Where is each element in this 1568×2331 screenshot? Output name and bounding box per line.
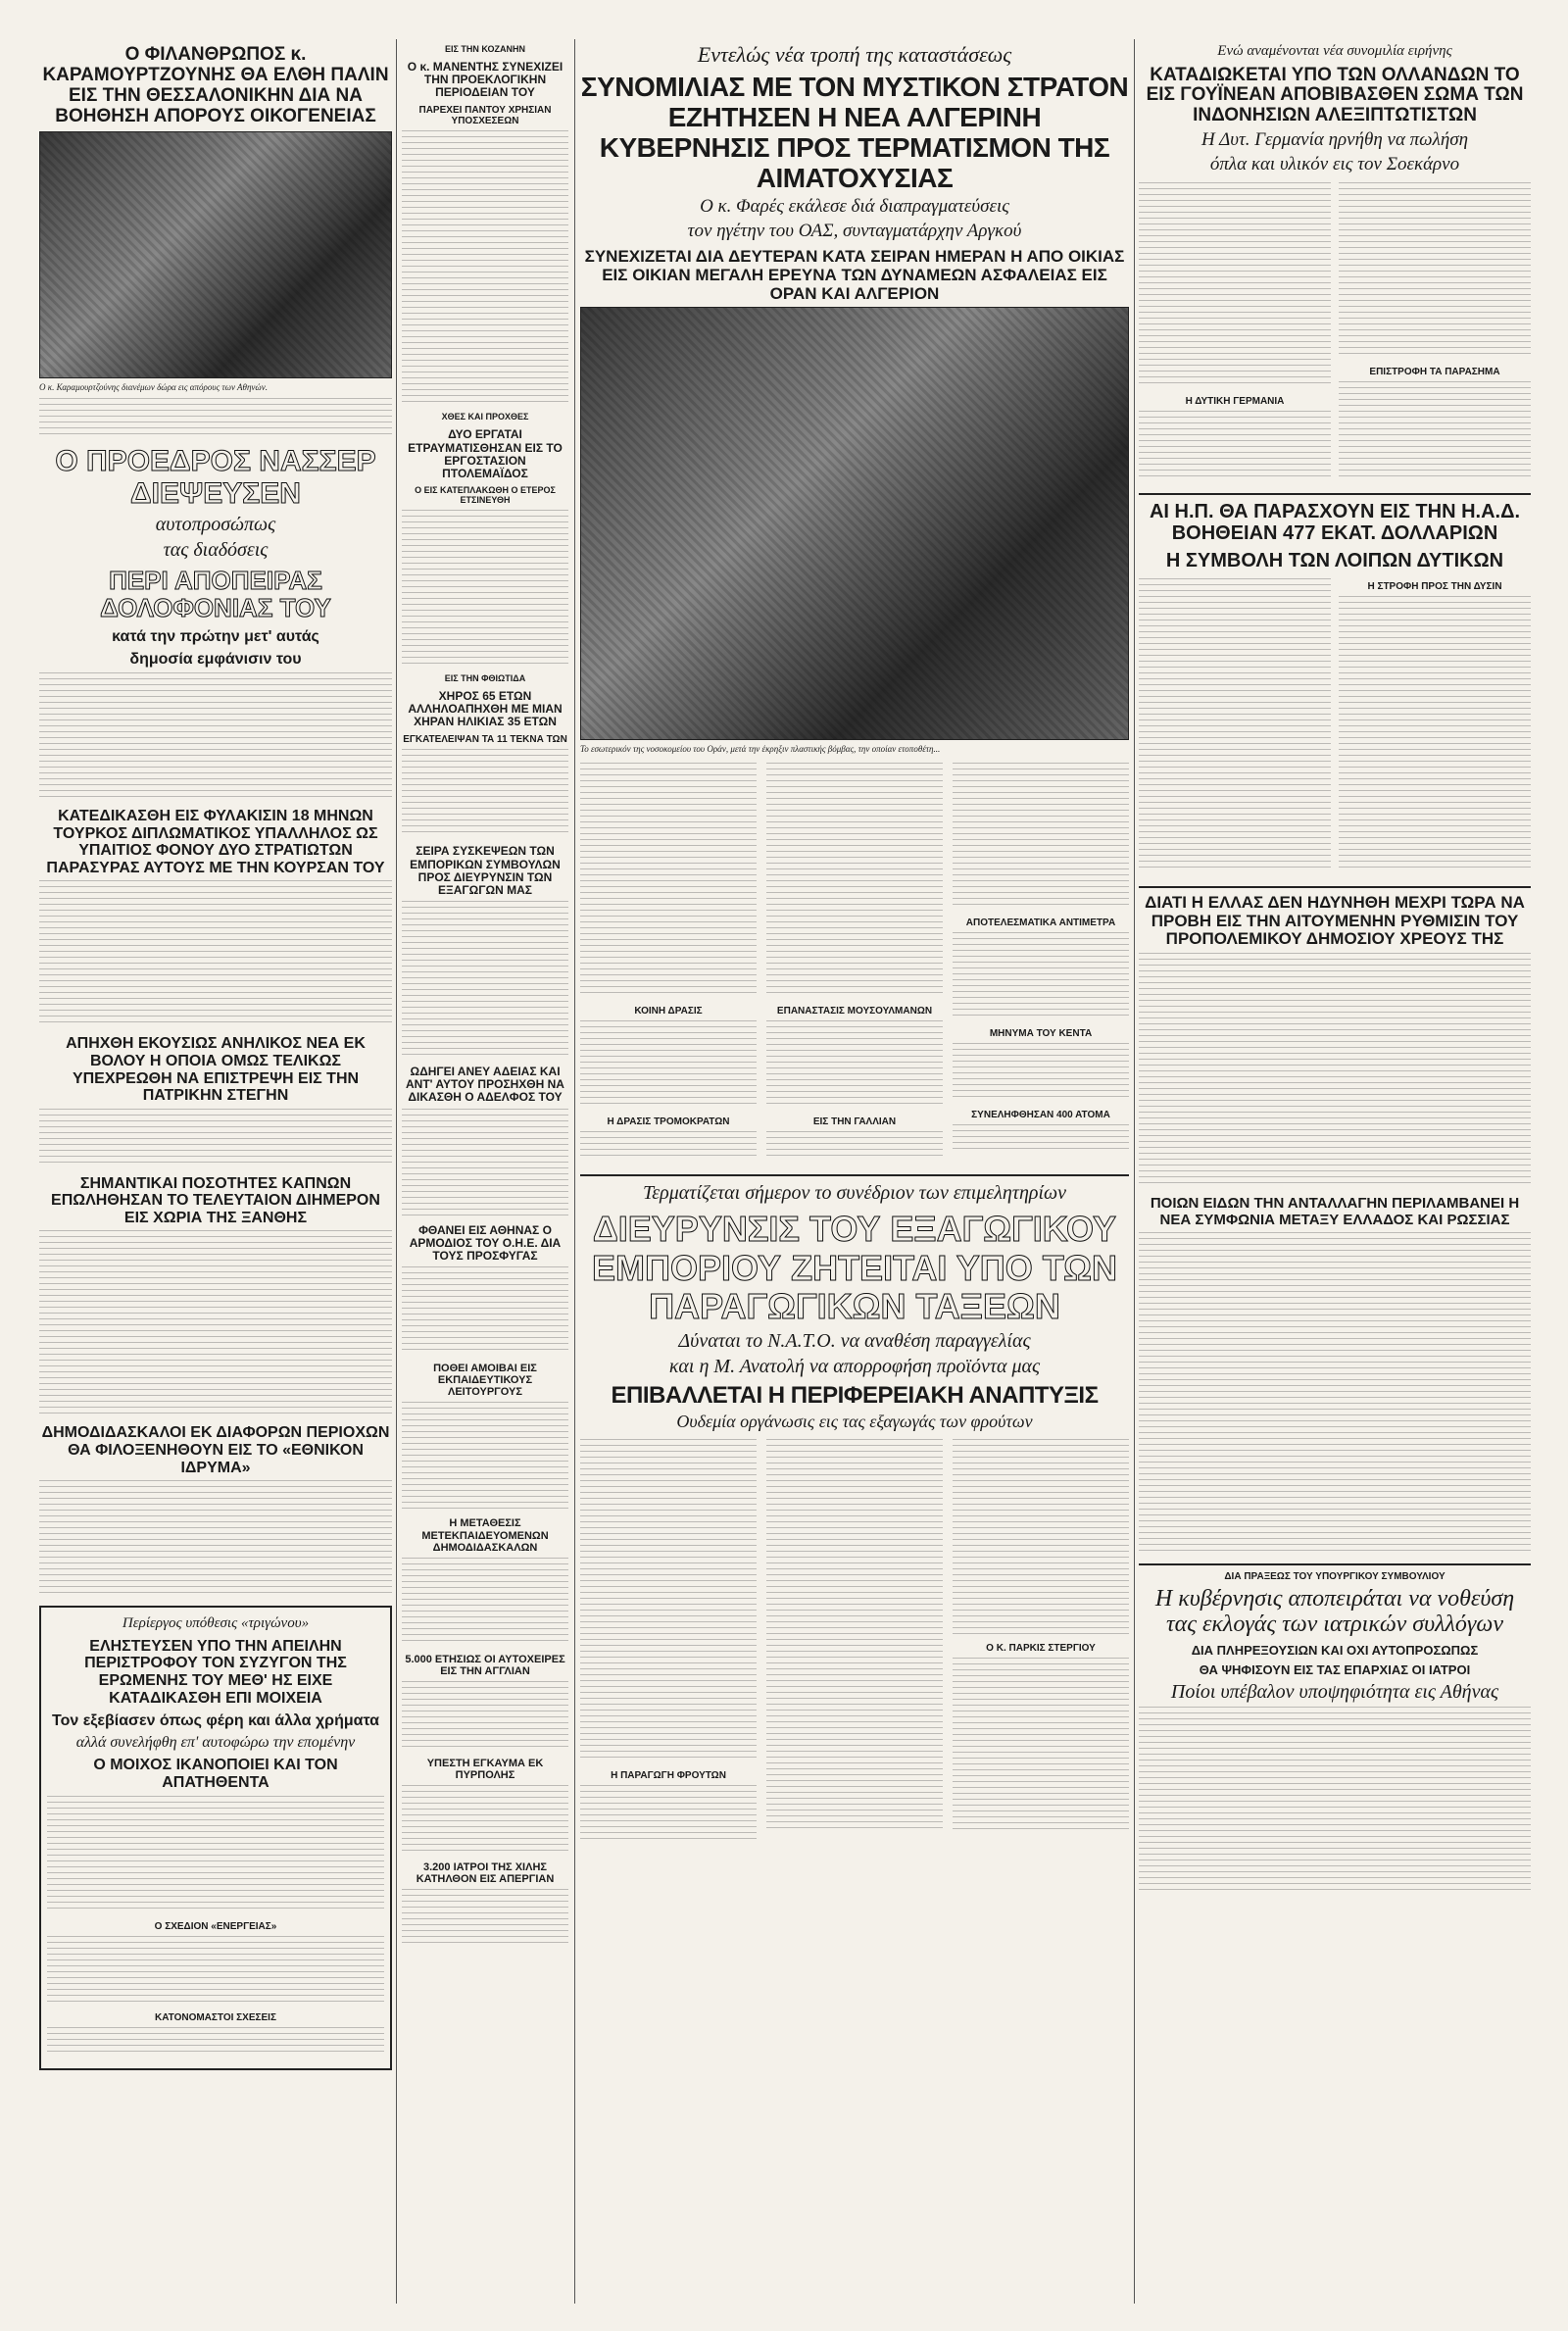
column-rule — [396, 39, 397, 2304]
article-text — [580, 763, 757, 998]
article-text — [402, 1785, 568, 1854]
subhead-energy: Ο ΣΧΕΔΙΟΝ «ΕΝΕΡΓΕΙΑΣ» — [154, 1920, 277, 1932]
column-1 — [39, 39, 392, 2078]
headline-teachers: ΔΗΜΟΔΙΔΑΣΚΑΛΟΙ ΕΚ ΔΙΑΦΟΡΩΝ ΠΕΡΙΟΧΩΝ ΘΑ ΦΙΛΟΞΕΝΗΘΟΥΝ ΕΙΣ ΤΟ «ΕΘΝΙΚΟΝ ΙΔΡΥΜΑ» — [41, 1424, 390, 1476]
photo-caption: Ο κ. Καραμουρτζούνης διανέμων δώρα εις απόρους των Αθηνών. — [39, 381, 268, 392]
article-text — [39, 672, 392, 800]
article-text — [1139, 578, 1331, 872]
subhead-fruit-production: Η ΠΑΡΑΓΩΓΗ ΦΡΟΥΤΩΝ — [611, 1770, 726, 1782]
headline-meetings: ΣΕΙΡΑ ΣΥΣΚΕΨΕΩΝ ΤΩΝ ΕΜΠΟΡΙΚΩΝ ΣΥΜΒΟΥΛΩΝ ΠΡΟΣ ΔΙΕΥΡΥΝΣΙΝ ΤΩΝ ΕΞΑΓΩΓΩΝ ΜΑΣ — [410, 844, 561, 897]
kicker-yesterday: ΧΘΕΣ ΚΑΙ ΠΡΟΧΘΕΣ — [441, 412, 529, 422]
article-text — [766, 1020, 943, 1109]
exports-article-columns — [580, 1436, 1129, 1852]
headline-rewards: ΠΟΘΕΙ ΑΜΟΙΒΑΙ ΕΙΣ ΕΚΠΑΙΔΕΥΤΙΚΟΥΣ ΛΕΙΤΟΥΡΓΟΥΣ — [433, 1363, 537, 1399]
headline-medical-3: ΘΑ ΨΗΦΙΣΟΥΝ ΕΙΣ ΤΑΣ ΕΠΑΡΧΙΑΣ ΟΙ ΙΑΤΡΟΙ — [1199, 1662, 1471, 1678]
headline-medical-4: Ποίοι υπέβαλον υποψηφιότητα εις Αθήνας — [1170, 1681, 1499, 1704]
article-text — [402, 1681, 568, 1750]
headline-workers-2: Ο ΕΙΣ ΚΑΤΕΠΛΑΚΩΘΗ Ο ΕΤΕΡΟΣ ΕΤΣΙΝΕΥΘΗ — [415, 485, 556, 505]
subhead-muslims: ΕΠΑΝΑΣΤΑΣΙΣ ΜΟΥΣΟΥΛΜΑΝΩΝ — [776, 1006, 933, 1017]
article-text — [39, 1230, 392, 1416]
headline-western-contribution: Η ΣΥΜΒΟΛΗ ΤΩΝ ΛΟΙΠΩΝ ΔΥΤΙΚΩΝ — [1165, 549, 1504, 571]
headline-volos: ΑΠΗΧΘΗ ΕΚΟΥΣΙΩΣ ΑΝΗΛΙΚΟΣ ΝΕΑ ΕΚ ΒΟΛΟΥ Η ΟΠΟΙΑ ΟΜΩΣ ΤΕΛΙΚΩΣ ΥΠΕΧΡΕΩΘΗ ΝΑ ΕΠΙΣΤΡΕΨΗ ΕΙΣ ΤΗΝ ΠΑΤΡΙΚΗΝ ΣΤΕΓΗΝ — [66, 1035, 366, 1105]
headline-medical-elections: Η κυβέρνησις αποπειράται να νοθεύση τας εκλογάς των ιατρικών συλλόγων — [1154, 1586, 1515, 1638]
headline-greece-russia: ΠΟΙΩΝ ΕΙΔΩΝ ΤΗΝ ΑΝΤΑΛΛΑΓΗΝ ΠΕΡΙΛΑΜΒΑΝΕΙ Η ΝΕΑ ΣΥΜΦΩΝΙΑ ΜΕΤΑΞΥ ΕΛΛΑΔΟΣ ΚΑΙ ΡΩΣΣΙΑΣ — [1150, 1195, 1520, 1228]
headline-germany-2: όπλα και υλικόν εις τον Σοεκάρνο — [1209, 154, 1460, 175]
subhead-relations: ΚΑΤΟΝΟΜΑΣΤΟΙ ΣΧΕΣΕΙΣ — [155, 2011, 276, 2023]
headline-manentis: Ο κ. ΜΑΝΕΝΤΗΣ ΣΥΝΕΧΙΖΕΙ ΤΗΝ ΠΡΟΕΚΛΟΓΙΚΗΝ ΠΕΡΙΟΔΕΙΑΝ ΤΟΥ — [407, 59, 564, 100]
headline-algeria: ΣΥΝΟΜΙΛΙΑΣ ΜΕ ΤΟΝ ΜΥΣΤΙΚΟΝ ΣΤΡΑΤΟΝ ΕΖΗΤΗΣΕΝ Η ΝΕΑ ΑΛΓΕΡΙΝΗ ΚΥΒΕΡΝΗΣΙΣ ΠΡΟΣ ΤΕΡΜΑΤΙΣΜΟΝ ΤΗΣ ΑΙΜΑΤΟΧΥΣΙΑΣ — [580, 72, 1129, 193]
divider — [1139, 1563, 1531, 1565]
divider — [580, 1174, 1129, 1176]
headline-nasser-line5: κατά την πρώτην μετ' αυτάς — [112, 627, 319, 645]
headline-triangle-line4: Ο ΜΟΙΧΟΣ ΙΚΑΝΟΠΟΙΕΙ ΚΑΙ ΤΟΝ ΑΠΑΤΗΘΕΝΤΑ — [93, 1757, 338, 1791]
article-text — [39, 398, 392, 437]
headline-exports-sub1: Δύναται το Ν.Α.Τ.Ο. να αναθέση παραγγελίας — [678, 1330, 1031, 1352]
article-text — [39, 880, 392, 1027]
headline-algeria-sub1: Ο κ. Φαρές εκάλεσε διά διαπραγματεύσεις — [700, 196, 1009, 218]
article-text — [766, 1439, 943, 1831]
headline-widower: ΧΗΡΟΣ 65 ΕΤΩΝ ΑΛΛΗΛΟΑΠΗΧΘΗ ΜΕ ΜΙΑΝ ΧΗΡΑΝ ΗΛΙΚΙΑΣ 35 ΕΤΩΝ — [408, 688, 563, 729]
headline-widower-2: ΕΓΚΑΤΕΛΕΙΨΑΝ ΤΑ 11 ΤΕΚΝΑ ΤΩΝ — [403, 734, 567, 746]
subhead-countermeasures: ΑΠΟΤΕΛΕΣΜΑΤΙΚΑ ΑΝΤΙΜΕΤΡΑ — [965, 918, 1116, 929]
article-text — [1139, 411, 1331, 479]
kicker-chambers: Τερματίζεται σήμερον το συνέδριον των επιμελητηρίων — [642, 1182, 1067, 1205]
subhead-terrorists: Η ΔΡΑΣΙΣ ΤΡΟΜΟΚΡΑΤΩΝ — [607, 1116, 730, 1128]
article-text — [953, 1124, 1129, 1154]
article-text — [580, 1439, 757, 1762]
article-col — [953, 1436, 1129, 1852]
divider — [1139, 886, 1531, 888]
kicker-fthiotida: ΕΙΣ ΤΗΝ ΦΘΙΩΤΙΔΑ — [444, 672, 526, 683]
headline-nasser-line6: δημοσία εμφάνισιν του — [129, 651, 302, 669]
article-text — [402, 510, 568, 667]
article-text — [402, 130, 568, 405]
photo-caption: Το εσωτερικόν της νοσοκομείου του Οράν, μετά την έκρηξιν πλαστικής βόμβας, την οποίαν ετοποθέτη... — [580, 744, 941, 755]
guinea-article-columns — [1139, 179, 1531, 487]
headline-greek-debt: ΔΙΑΤΙ Η ΕΛΛΑΣ ΔΕΝ ΗΔΥΝΗΘΗ ΜΕΧΡΙ ΤΩΡΑ ΝΑ ΠΡΟΒΗ ΕΙΣ ΤΗΝ ΑΙΤΟΥΜΕΝΗΝ ΡΥΘΜΙΣΙΝ ΤΟΥ ΠΡΟΠΟΛΕΜΙΚΟΥ ΔΗΜΟΣΙΟΥ ΧΡΕΟΥΣ ΤΗΣ — [1145, 892, 1525, 949]
article-col — [1339, 575, 1531, 880]
headline-medical-2: ΔΙΑ ΠΛΗΡΕΞΟΥΣΙΩΝ ΚΑΙ ΟΧΙ ΑΥΤΟΠΡΟΣΩΠΩΣ — [1191, 1642, 1479, 1658]
subhead-medals: ΕΠΙΣΤΡΟΦΗ ΤΑ ΠΑΡΑΣΗΜΑ — [1369, 366, 1500, 377]
subhead-turn-west: Η ΣΤΡΟΦΗ ΠΡΟΣ ΤΗΝ ΔΥΣΙΝ — [1367, 580, 1502, 592]
aid-article-columns — [1139, 575, 1531, 880]
headline-exports-sub2: και η Μ. Ανατολή να απορροφήση προϊόντα μας — [668, 1356, 1041, 1377]
article-text — [402, 901, 568, 1058]
headline-search: ΣΥΝΕΧΙΖΕΤΑΙ ΔΙΑ ΔΕΥΤΕΡΑΝ ΚΑΤΑ ΣΕΙΡΑΝ ΗΜΕΡΑΝ Η ΑΠΟ ΟΙΚΙΑΣ ΕΙΣ ΟΙΚΙΑΝ ΜΕΓΑΛΗ ΕΡΕΥΝΑ ΤΩΝ ΔΥΝΑΜΕΩΝ ΑΣΦΑΛΕΙΑΣ ΕΙΣ ΟΡΑΝ ΚΑΙ ΑΛΓΕΡΙΟΝ — [584, 247, 1125, 303]
article-text — [1139, 1707, 1531, 1893]
headline-philanthropist: Ο ΦΙΛΑΝΘΡΩΠΟΣ κ. ΚΑΡΑΜΟΥΡΤΖΟΥΝΗΣ ΘΑ ΕΛΘΗ ΠΑΛΙΝ ΕΙΣ ΤΗΝ ΘΕΣΣΑΛΟΝΙΚΗΝ ΔΙΑ ΝΑ ΒΟΗΘΗΣΗ ΑΠΟΡΟΥΣ ΟΙΚΟΓΕΝΕΙΑΣ — [42, 44, 389, 126]
article-text — [1139, 953, 1531, 1188]
kicker-guinea: Ενώ αναμένονται νέα συνομιλία ειρήνης — [1217, 43, 1452, 59]
headline-guinea: ΚΑΤΑΔΙΩΚΕΤΑΙ ΥΠΟ ΤΩΝ ΟΛΛΑΝΔΩΝ ΤΟ ΕΙΣ ΓΟΥΪΝΕΑΝ ΑΠΟΒΙΒΑΣΘΕΝ ΣΩΜΑ ΤΩΝ ΙΝΔΟΝΗΣΙΩΝ ΑΛΕΞΙΠΤΩΤΙΣΤΩΝ — [1146, 64, 1524, 126]
subhead-west-germany: Η ΔΥΤΙΚΗ ΓΕΡΜΑΝΙΑ — [1185, 395, 1285, 407]
article-text — [953, 763, 1129, 910]
headline-triangle: ΕΛΗΣΤΕΥΣΕΝ ΥΠΟ ΤΗΝ ΑΠΕΙΛΗΝ ΠΕΡΙΣΤΡΟΦΟΥ ΤΟΝ ΣΥΖΥΓΟΝ ΤΗΣ ΕΡΩΜΕΝΗΣ ΤΟΥ ΜΕΘ' ΗΣ ΕΙΧΕ ΚΑΤΑΔΙΚΑΣΘΗ ΕΠΙ ΜΟΙΧΕΙΑ — [84, 1637, 347, 1707]
article-text — [953, 1439, 1129, 1635]
article-text — [39, 1480, 392, 1598]
article-text — [402, 1109, 568, 1216]
subhead-stergiou: Ο Κ. ΠΑΡΚΙΣ ΣΤΕΡΓΙΟΥ — [986, 1643, 1096, 1655]
article-text — [953, 932, 1129, 1020]
column-3 — [580, 39, 1129, 1852]
headline-burns: ΥΠΕΣΤΗ ΕΓΚΑΥΜΑ ΕΚ ΠΥΡΠΟΛΗΣ — [426, 1757, 544, 1782]
kicker-algeria: Εντελώς νέα τροπή της καταστάσεως — [697, 42, 1012, 67]
headline-germany-1: Η Δυτ. Γερμανία ηρνήθη να πωλήση — [1200, 129, 1469, 151]
article-text — [580, 1131, 757, 1161]
article-text — [402, 1402, 568, 1510]
article-col — [580, 760, 757, 1168]
article-text — [766, 1131, 943, 1161]
article-col — [1139, 575, 1331, 880]
article-text — [580, 1020, 757, 1109]
headline-triangle-line2: Τον εξεβίασεν όπως φέρη και άλλα χρήματα — [51, 1712, 379, 1730]
article-col — [1339, 179, 1531, 487]
headline-nasser: Ο ΠΡΟΕΔΡΟΣ ΝΑΣΣΕΡ ΔΙΕΨΕΥΣΕΝ — [55, 444, 376, 510]
headline-workers: ΔΥΟ ΕΡΓΑΤΑΙ ΕΤΡΑΥΜΑΤΙΣΘΗΣΑΝ ΕΙΣ ΤΟ ΕΡΓΟΣΤΑΣΙΟΝ ΠΤΟΛΕΜΑΪΔΟΣ — [408, 427, 563, 480]
headline-regional: ΕΠΙΒΑΛΛΕΤΑΙ Η ΠΕΡΙΦΕΡΕΙΑΚΗ ΑΝΑΠΤΥΞΙΣ — [611, 1382, 1099, 1409]
article-text — [1139, 1232, 1531, 1556]
algeria-article-columns — [580, 760, 1129, 1168]
article-col — [766, 1436, 943, 1852]
article-text — [1139, 182, 1331, 388]
headline-nasser-line4: ΠΕΡΙ ΑΠΟΠΕΙΡΑΣ ΔΟΛΟΦΟΝΙΑΣ ΤΟΥ — [100, 565, 331, 623]
article-col — [953, 760, 1129, 1168]
article-text — [402, 1889, 568, 1948]
column-rule — [574, 39, 575, 2304]
column-4 — [1139, 39, 1531, 1901]
headline-fruits: Ουδεμία οργάνωσις εις τας εξαγωγάς των φρούτων — [676, 1412, 1033, 1432]
headline-un: ΦΘΑΝΕΙ ΕΙΣ ΑΘΗΝΑΣ Ο ΑΡΜΟΔΙΟΣ ΤΟΥ Ο.Η.Ε. ΔΙΑ ΤΟΥΣ ΠΡΟΣΦΥΓΑΣ — [409, 1222, 562, 1264]
article-text — [953, 1658, 1129, 1834]
headline-suicides: 5.000 ΕΤΗΣΙΩΣ ΟΙ ΑΥΤΟΧΕΙΡΕΣ ΕΙΣ ΤΗΝ ΑΓΓΛΙΑΝ — [405, 1653, 565, 1677]
headline-license: ΩΔΗΓΕΙ ΑΝΕΥ ΑΔΕΙΑΣ ΚΑΙ ΑΝΤ' ΑΥΤΟΥ ΠΡΟΣΗΧΘΗ ΝΑ ΔΙΚΑΣΘΗ Ο ΑΔΕΛΦΟΣ ΤΟΥ — [406, 1065, 564, 1105]
headline-manentis-2: ΠΑΡΕΧΕΙ ΠΑΝΤΟΥ ΧΡΗΣΙΑΝ ΥΠΟΣΧΕΣΕΩΝ — [418, 105, 552, 127]
headline-algeria-sub2: τον ηγέτην του ΟΑΣ, συνταγματάρχην Αργκού — [687, 221, 1022, 242]
article-text — [580, 1785, 757, 1844]
headline-transfer: Η ΜΕΤΑΘΕΣΙΣ ΜΕΤΕΚΠΑΙΔΕΥΟΜΕΝΩΝ ΔΗΜΟΔΙΔΑΣΚΑΛΩΝ — [421, 1517, 549, 1554]
subhead-france: ΕΙΣ ΤΗΝ ΓΑΛΛΙΑΝ — [812, 1116, 897, 1128]
article-text — [953, 1043, 1129, 1102]
photo-oran-hospital — [580, 307, 1129, 740]
kicker-triangle: Περίεργος υπόθεσις «τριγώνου» — [122, 1615, 310, 1632]
column-2 — [402, 39, 568, 1956]
article-text — [47, 1936, 384, 2005]
headline-chile-doctors: 3.200 ΙΑΤΡΟΙ ΤΗΣ ΧΙΛΗΣ ΚΑΤΗΛΘΟΝ ΕΙΣ ΑΠΕΡΓΙΑΝ — [416, 1861, 555, 1886]
article-text — [1339, 596, 1531, 870]
article-text — [402, 749, 568, 837]
headline-nasser-line2: αυτοπροσώπως — [155, 513, 276, 535]
article-triangle-box — [39, 1606, 392, 2069]
divider — [1139, 493, 1531, 495]
article-text — [766, 763, 943, 998]
subhead-kenta: ΜΗΝΥΜΑ ΤΟΥ ΚΕΝΤΑ — [989, 1028, 1093, 1040]
article-text — [47, 2027, 384, 2057]
article-text — [1339, 381, 1531, 479]
headline-exports: ΔΙΕΥΡΥΝΣΙΣ ΤΟΥ ΕΞΑΓΩΓΙΚΟΥ ΕΜΠΟΡΙΟΥ ΖΗΤΕΙΤΑΙ ΥΠΟ ΤΩΝ ΠΑΡΑΓΩΓΙΚΩΝ ΤΑΞΕΩΝ — [592, 1209, 1117, 1327]
article-col — [580, 1436, 757, 1852]
headline-triangle-line3: αλλά συνελήφθη επ' αυτοφώρω την επομένην — [75, 1733, 356, 1751]
headline-us-aid: ΑΙ Η.Π. ΘΑ ΠΑΡΑΣΧΟΥΝ ΕΙΣ ΤΗΝ Η.Α.Δ. ΒΟΗΘΕΙΑΝ 477 ΕΚΑΤ. ΔΟΛΛΑΡΙΩΝ — [1149, 500, 1521, 544]
article-text — [402, 1558, 568, 1646]
article-col — [1139, 179, 1331, 487]
headline-tobacco: ΣΗΜΑΝΤΙΚΑΙ ΠΟΣΟΤΗΤΕΣ ΚΑΠΝΩΝ ΕΠΩΛΗΘΗΣΑΝ ΤΟ ΤΕΛΕΥΤΑΙΟΝ ΔΙΗΜΕΡΟΝ ΕΙΣ ΧΩΡΙΑ ΤΗΣ ΞΑΝΘΗΣ — [51, 1174, 380, 1226]
column-rule — [1134, 39, 1135, 2304]
photo-donation — [39, 131, 392, 378]
kicker-kozani: ΕΙΣ ΤΗΝ ΚΟΖΑΝΗΝ — [445, 44, 525, 54]
headline-turkish-diplomat: ΚΑΤΕΔΙΚΑΣΘΗ ΕΙΣ ΦΥΛΑΚΙΣΙΝ 18 ΜΗΝΩΝ ΤΟΥΡΚΟΣ ΔΙΠΛΩΜΑΤΙΚΟΣ ΥΠΑΛΛΗΛΟΣ ΩΣ ΥΠΑΙΤΙΟΣ ΦΟΝΟΥ ΔΥΟ ΣΤΡΑΤΙΩΤΩΝ ΠΑΡΑΣΥΡΑΣ ΑΥΤΟΥΣ ΜΕ ΤΗΝ ΚΟΥΡΣΑΝ ΤΟΥ — [46, 807, 385, 876]
article-text — [39, 1109, 392, 1167]
subhead-common-action: ΚΟΙΝΗ ΔΡΑΣΙΣ — [634, 1006, 703, 1017]
article-text — [1339, 182, 1531, 359]
article-text — [402, 1266, 568, 1355]
kicker-cabinet: ΔΙΑ ΠΡΑΞΕΩΣ ΤΟΥ ΥΠΟΥΡΓΙΚΟΥ ΣΥΜΒΟΥΛΙΟΥ — [1224, 1571, 1446, 1583]
article-text — [47, 1796, 384, 1913]
article-col — [766, 760, 943, 1168]
headline-nasser-line3: τας διαδόσεις — [163, 538, 269, 561]
subhead-arrests: ΣΥΝΕΛΗΦΘΗΣΑΝ 400 ΑΤΟΜΑ — [971, 1110, 1110, 1121]
